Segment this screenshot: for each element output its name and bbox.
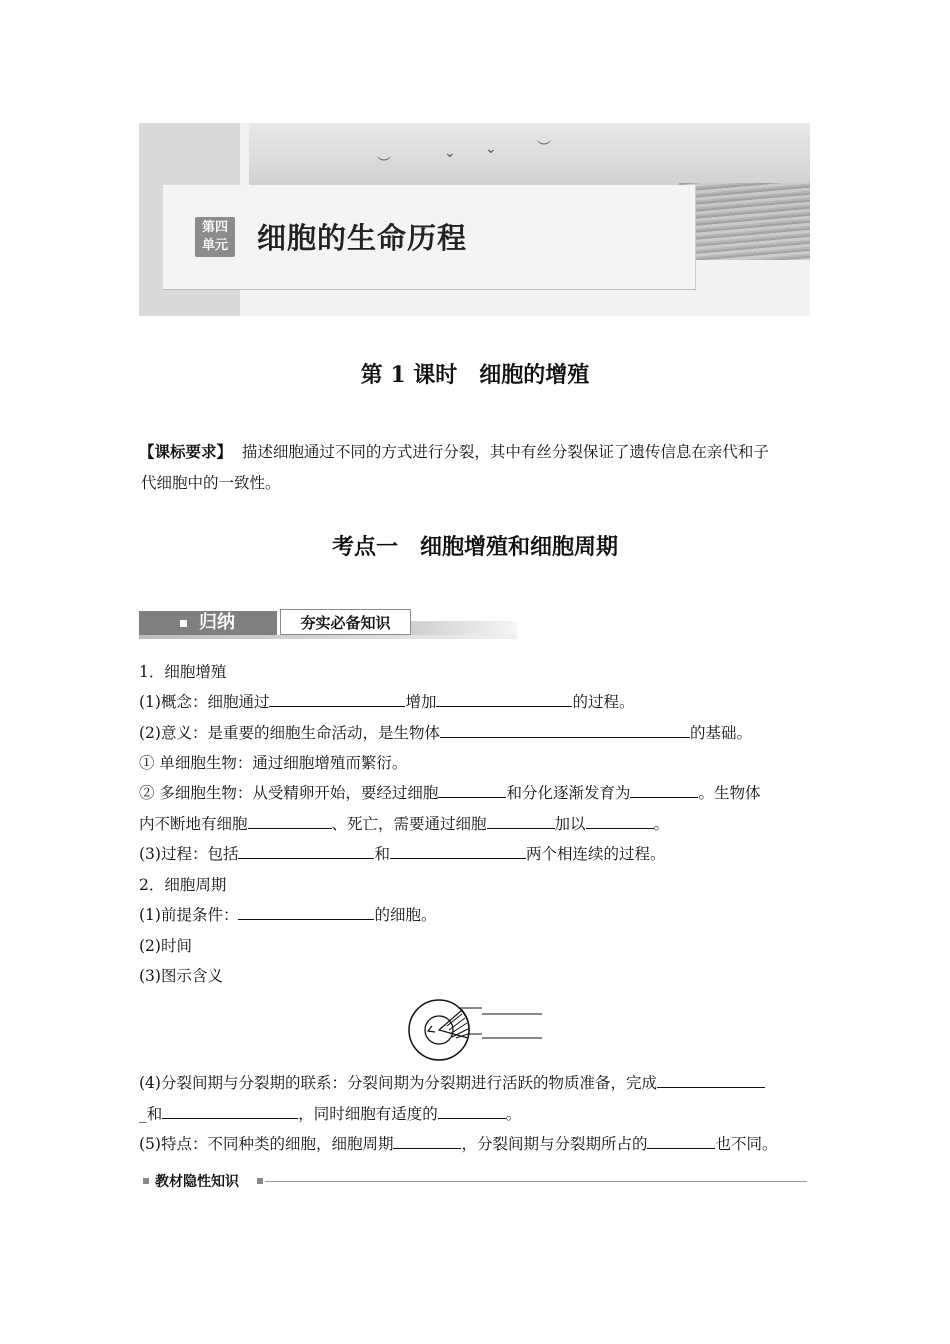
text: ② 多细胞生物：从受精卵开始，要经过细胞 — [139, 784, 439, 802]
sector-hatching — [447, 1014, 468, 1038]
cell-cycle-diagram — [402, 996, 552, 1064]
footer-rule — [265, 1181, 807, 1182]
line-process — [139, 844, 811, 864]
text: 也不同。 — [715, 1135, 778, 1153]
unit-badge-line2: 单元 — [201, 238, 228, 253]
text: 。 — [505, 1105, 522, 1123]
section-tag: 归纳 — [199, 612, 235, 633]
blank[interactable] — [630, 783, 698, 798]
text: 的细胞。 — [374, 906, 437, 924]
blank[interactable] — [586, 814, 654, 829]
seagull-icon: ⌄ — [444, 145, 456, 161]
text: ，同时细胞有适度的 — [298, 1105, 438, 1123]
requirement-text-2: 代细胞中的一致性。 — [141, 474, 281, 492]
text: 的基础。 — [689, 724, 752, 742]
heading-cell-proliferation: 1．细胞增殖 — [139, 663, 227, 681]
seagull-icon: ︶ — [537, 140, 551, 156]
text: (1)前提条件： — [139, 906, 239, 924]
text: 的过程。 — [572, 693, 635, 711]
text: (4)分裂间期与分裂期的联系：分裂间期为分裂期进行活跃的物质准备，完成 — [139, 1074, 657, 1092]
blank[interactable] — [438, 783, 506, 798]
hidden-knowledge-label: 教材隐性知识 — [155, 1174, 239, 1190]
banner-sea-image — [679, 183, 810, 260]
line-features — [139, 1134, 811, 1154]
text: _和 — [139, 1105, 163, 1123]
section-header-bar — [139, 609, 517, 639]
text: 。 — [653, 815, 670, 833]
text: (5)特点：不同种类的细胞，细胞周期 — [139, 1135, 394, 1153]
unit-banner — [139, 123, 810, 316]
lesson-title: 第 1 课时 细胞的增殖 — [360, 362, 590, 388]
text: 内不断地有细胞 — [139, 815, 248, 833]
section-box-label: 夯实必备知识 — [280, 609, 411, 635]
text: 加以 — [554, 815, 586, 833]
line-relation-cont — [139, 1104, 811, 1124]
line-concept — [139, 692, 811, 712]
blank[interactable] — [647, 1134, 715, 1149]
blank[interactable] — [238, 844, 374, 859]
line-precondition — [139, 905, 811, 925]
blank[interactable] — [162, 1104, 298, 1119]
square-bullet-icon — [180, 620, 187, 627]
blank[interactable] — [436, 692, 572, 707]
text: 和分化逐渐发育为 — [506, 784, 631, 802]
blank[interactable] — [238, 905, 374, 920]
requirement-text-1: 描述细胞通过不同的方式进行分裂，其中有丝分裂保证了遗传信息在亲代和子 — [241, 443, 769, 461]
seagull-icon: ︶ — [377, 156, 391, 172]
text: (1)概念：细胞通过 — [139, 693, 270, 711]
square-bullet-icon — [143, 1178, 149, 1184]
unit-badge — [195, 217, 235, 257]
square-bullet-icon — [257, 1178, 263, 1184]
text: 和 — [374, 845, 390, 863]
heading-cell-cycle: 2．细胞周期 — [139, 876, 227, 894]
blank[interactable] — [440, 723, 690, 738]
kaodian-title: 考点一 细胞增殖和细胞周期 — [331, 534, 618, 560]
line-multicellular-cont — [139, 814, 811, 834]
text: 增加 — [405, 693, 437, 711]
arrow-icon — [428, 1026, 435, 1032]
blank[interactable] — [487, 814, 555, 829]
curriculum-requirement — [139, 436, 811, 499]
section-underline — [139, 635, 517, 639]
text: 两个相连续的过程。 — [525, 845, 666, 863]
text: ，分裂间期与分裂期所占的 — [461, 1135, 648, 1153]
line-significance — [139, 723, 811, 743]
text: 。生物体 — [698, 784, 761, 802]
blank[interactable] — [393, 1134, 461, 1149]
blank[interactable] — [248, 814, 332, 829]
line-multicellular — [139, 783, 811, 803]
text: (3)过程：包括 — [139, 845, 239, 863]
line-unicellular: ① 单细胞生物：通过细胞增殖而繁衍。 — [139, 754, 408, 772]
unit-title: 细胞的生命历程 — [257, 221, 468, 255]
hidden-knowledge-bar — [139, 1172, 807, 1192]
seagull-icon: ⌄ — [485, 141, 497, 157]
requirement-label: 【课标要求】 — [139, 442, 233, 461]
line-time: (2)时间 — [139, 937, 192, 955]
text: 、死亡，需要通过细胞 — [331, 815, 487, 833]
blank[interactable] — [438, 1104, 506, 1119]
blank[interactable] — [390, 844, 526, 859]
unit-badge-line1: 第四 — [201, 220, 228, 235]
line-diagram-meaning: (3)图示含义 — [139, 967, 223, 985]
blank[interactable] — [657, 1073, 765, 1088]
line-relation — [139, 1073, 811, 1093]
blank[interactable] — [269, 692, 405, 707]
text: (2)意义：是重要的细胞生命活动，是生物体 — [139, 724, 440, 742]
